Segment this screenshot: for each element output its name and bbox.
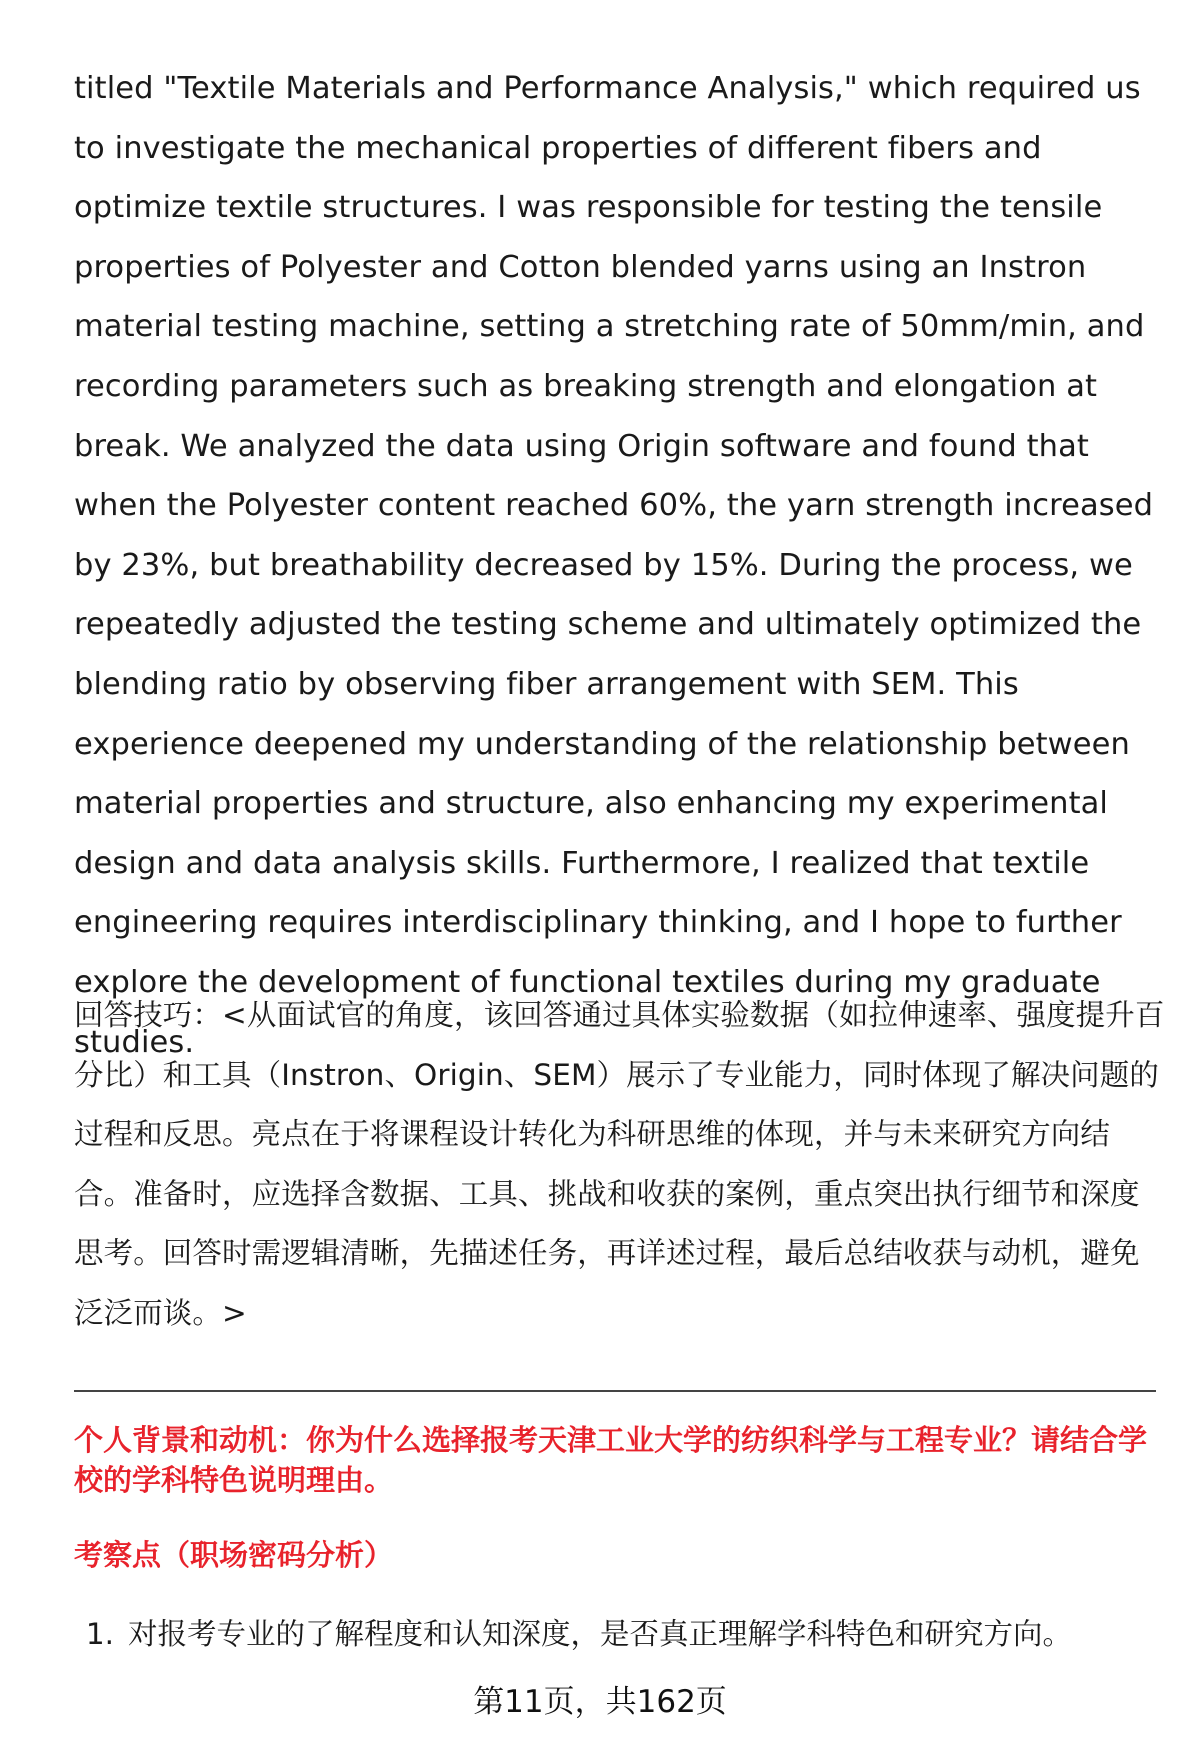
list-item-text: 对报考专业的了解程度和认知深度，是否真正理解学科特色和研究方向。 [128,1617,1073,1651]
answer-tips-paragraph: 回答技巧：<从面试官的角度，该回答通过具体实验数据（如拉伸速率、强度提升百分比）和工具（Instron、Origin、SEM）展示了专业能力，同时体现了解决问题的过程和反思。亮点在于将课程设计转化为科研思维的体现，并与未来研究方向结合。准备时，应选择含数据、工具、挑战和收获的案例，重点突出执行细节和深度思考。回答时需逻辑清晰，先描述任务，再详述过程，最后总结收获与动机，避免泛泛而谈。> [74,998,1165,1330]
list-item-number: 1. [85,1617,114,1651]
interview-question: 个人背景和动机：你为什么选择报考天津工业大学的纺织科学与工程专业？请结合学校的学科特色说明理由。 [74,1423,1148,1497]
list-item [74,1612,1166,1656]
answer-paragraph: titled "Textile Materials and Performance Analysis," which required us to investigate the mechanical properties of different fibers and optimize textile structures. I was responsible for testing the tensile properties of Polyester and Cotton blended yarns using an Instron material testing machine, setting a stretching rate of 50mm/min, and recording parameters such as breaking strength and elongation at break. We analyzed the data using Origin software and found that when the Polyester content reached 60%, the yarn strength increased by 23%, but breathability decreased by 15%. During the process, we repeatedly adjusted the testing scheme and ultimately optimized the blending ratio by observing fiber arrangement with SEM. This experience deepened my understanding of the relationship between material properties and structure, also enhancing my experimental design and data analysis skills. Furthermore, I realized that textile engineering requires interdisciplinary thinking, and I hope to further explore the development of functional textiles during my graduate studies. [74,71,1154,1060]
section-divider [74,1390,1156,1392]
page-number-footer: 第11页，共162页 [473,1684,727,1720]
assessment-points-list [74,1612,1166,1656]
assessment-points-heading: 考察点（职场密码分析） [74,1538,394,1572]
